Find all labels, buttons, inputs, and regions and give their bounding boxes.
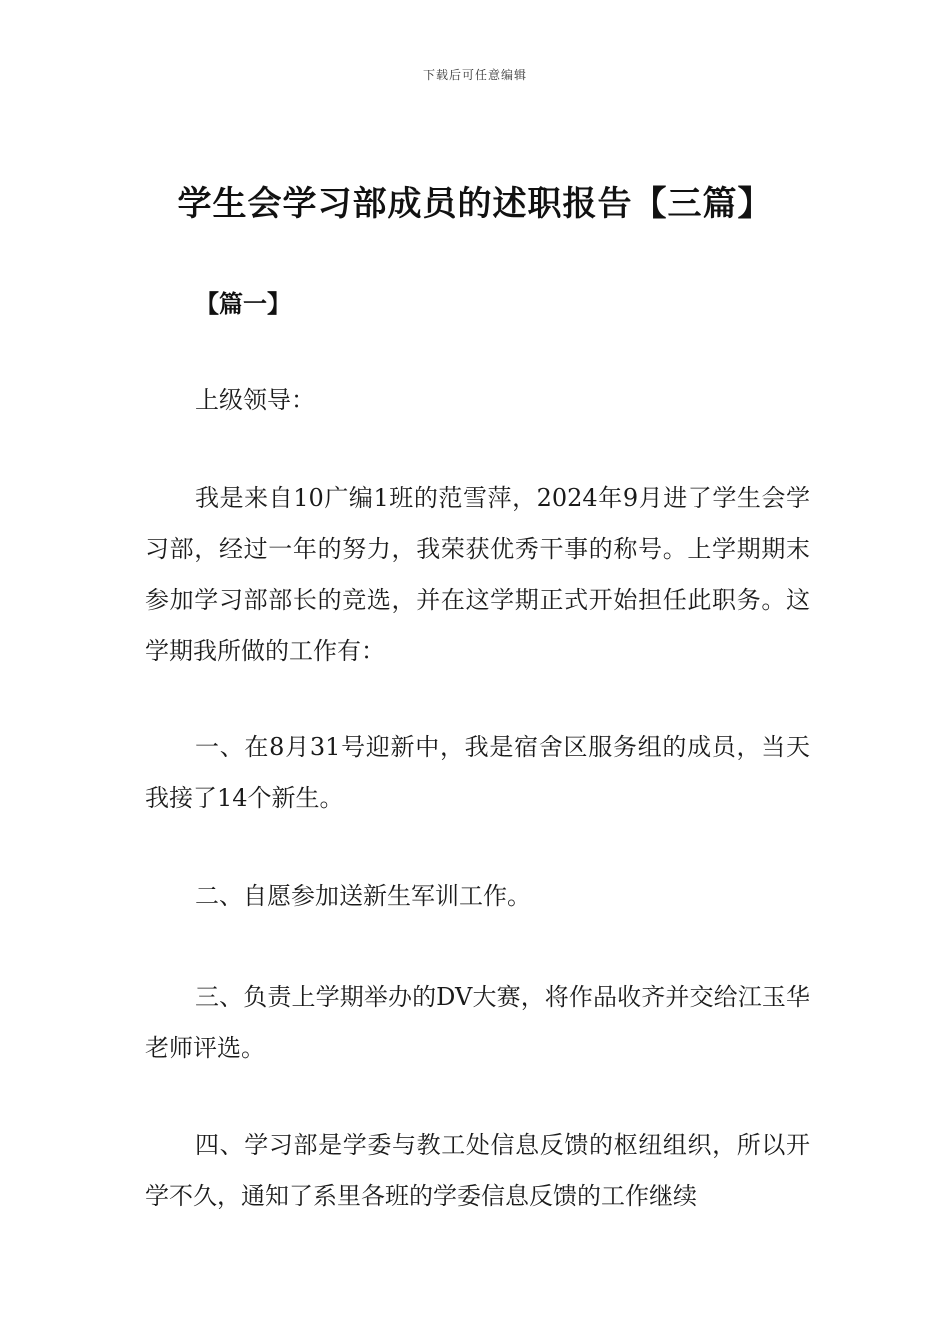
section-label: 【篇一】	[195, 290, 291, 318]
item-three-paragraph: 三、负责上学期举办的DV大赛，将作品收齐并交给江玉华老师评选。	[145, 983, 810, 1062]
intro-paragraph: 我是来自10广编1班的范雪萍，2024年9月进了学生会学习部，经过一年的努力，我荣获优秀干事的称号。上学期期末参加学习部部长的竞选，并在这学期正式开始担任此职务。这学期我所做的工作有：	[145, 484, 810, 665]
item-two-paragraph: 二、自愿参加送新生军训工作。	[195, 882, 531, 910]
item-one-paragraph: 一、在8月31号迎新中，我是宿舍区服务组的成员，当天我接了14个新生。	[145, 733, 810, 812]
header-note: 下载后可任意编辑	[422, 68, 527, 82]
item-four-paragraph: 四、学习部是学委与教工处信息反馈的枢纽组织，所以开学不久，通知了系里各班的学委信息反馈的工作继续	[145, 1131, 810, 1210]
document-title: 学生会学习部成员的述职报告【三篇】	[177, 184, 773, 224]
salutation-paragraph: 上级领导：	[195, 386, 315, 414]
